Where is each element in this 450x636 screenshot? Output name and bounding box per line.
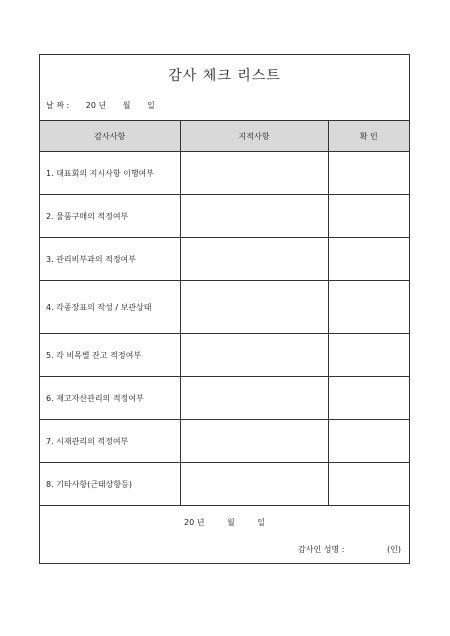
signature-line bbox=[298, 544, 401, 555]
audit-item-cell: 8. 기타사항(근태상항등) bbox=[40, 463, 180, 506]
seal-mark: (인) bbox=[387, 545, 401, 554]
confirm-cell[interactable] bbox=[328, 152, 409, 195]
confirm-cell[interactable] bbox=[328, 281, 409, 334]
confirm-cell[interactable] bbox=[328, 238, 409, 281]
finding-cell[interactable] bbox=[180, 281, 328, 334]
confirm-cell[interactable] bbox=[328, 334, 409, 377]
table-row bbox=[40, 463, 409, 506]
footer-month: 월 bbox=[226, 518, 235, 527]
date-month: 월 bbox=[122, 101, 131, 110]
footer-date bbox=[40, 517, 409, 528]
audit-item-cell: 1. 대표회의 지시사항 이행여부 bbox=[40, 152, 180, 195]
audit-checklist-form bbox=[39, 54, 410, 564]
date-row bbox=[46, 100, 169, 111]
audit-item-cell: 6. 재고자산관리의 적정여부 bbox=[40, 377, 180, 420]
finding-cell[interactable] bbox=[180, 377, 328, 420]
document-title: 감사 체크 리스트 bbox=[168, 68, 281, 84]
finding-cell[interactable] bbox=[180, 463, 328, 506]
date-day: 일 bbox=[147, 101, 155, 110]
table-row bbox=[40, 281, 409, 334]
finding-cell[interactable] bbox=[180, 195, 328, 238]
date-year: 20 년 bbox=[85, 101, 107, 110]
table-row bbox=[40, 334, 409, 377]
confirm-cell[interactable] bbox=[328, 377, 409, 420]
col-header-audit-item: 감사사항 bbox=[40, 121, 180, 152]
finding-cell[interactable] bbox=[180, 334, 328, 377]
audit-item-cell: 2. 물품구매의 적정여부 bbox=[40, 195, 180, 238]
footer-year: 20 년 bbox=[183, 518, 205, 527]
header-row bbox=[40, 121, 409, 152]
finding-cell[interactable] bbox=[180, 152, 328, 195]
finding-cell[interactable] bbox=[180, 238, 328, 281]
audit-item-cell: 3. 관리비부과의 적정여부 bbox=[40, 238, 180, 281]
table-row bbox=[40, 152, 409, 195]
date-label: 날 짜 : bbox=[46, 101, 70, 110]
footer-day: 일 bbox=[257, 518, 265, 527]
audit-item-cell: 4. 각종장표의 작성 / 보관상태 bbox=[40, 281, 180, 334]
audit-item-cell: 5. 각 비목별 잔고 적정여부 bbox=[40, 334, 180, 377]
col-header-findings: 지적사항 bbox=[180, 121, 328, 152]
confirm-cell[interactable] bbox=[328, 463, 409, 506]
confirm-cell[interactable] bbox=[328, 195, 409, 238]
table-row bbox=[40, 377, 409, 420]
table-row bbox=[40, 420, 409, 463]
audit-item-cell: 7. 시재관리의 적정여부 bbox=[40, 420, 180, 463]
col-header-confirm: 확 인 bbox=[328, 121, 409, 152]
signer-label: 감사인 성명 : bbox=[298, 545, 345, 554]
table-row bbox=[40, 238, 409, 281]
finding-cell[interactable] bbox=[180, 420, 328, 463]
checklist-table bbox=[40, 120, 409, 506]
confirm-cell[interactable] bbox=[328, 420, 409, 463]
table-row bbox=[40, 195, 409, 238]
